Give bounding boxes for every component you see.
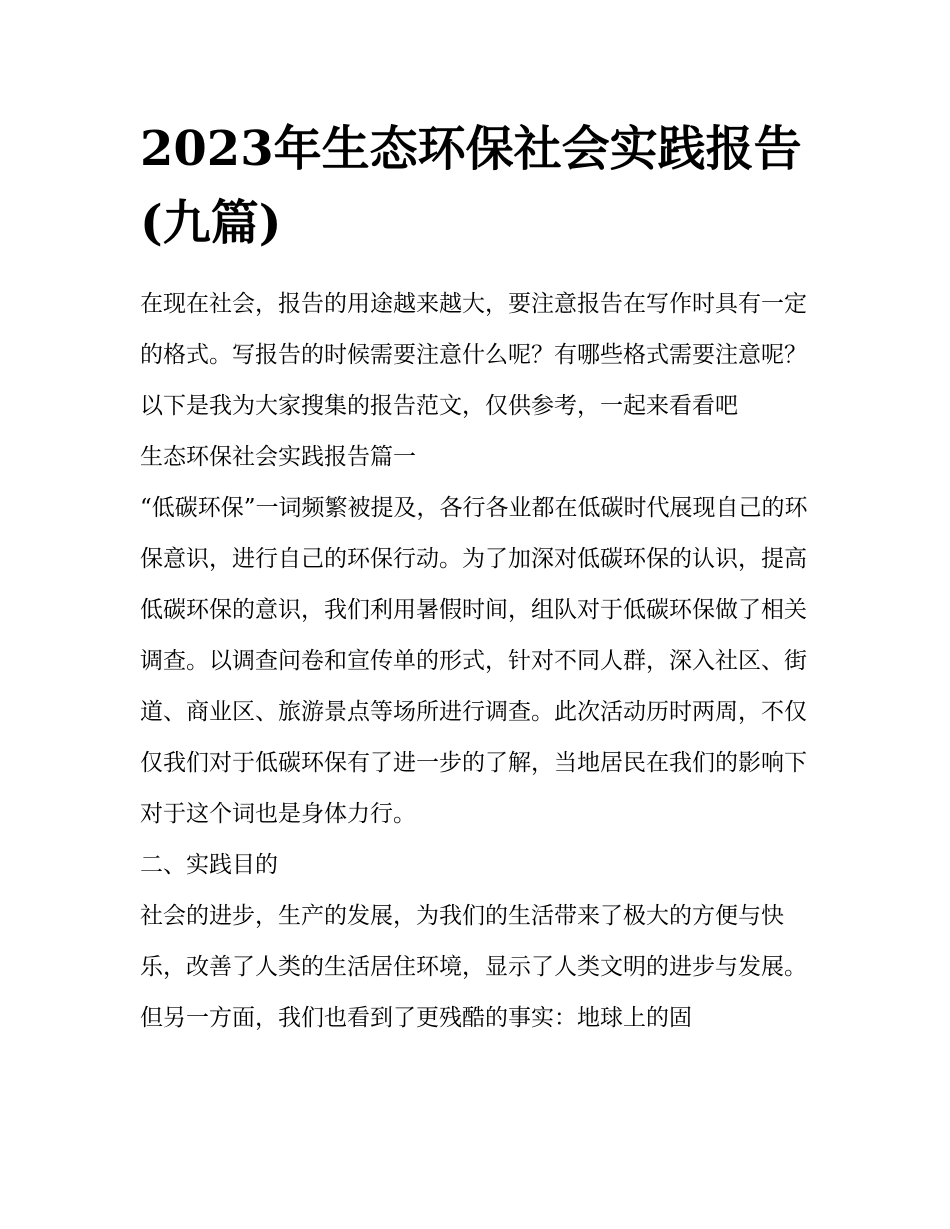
intro-paragraph: 在现在社会，报告的用途越来越大，要注意报告在写作时具有一定的格式。写报告的时候需要注意什么呢？有哪些格式需要注意呢？以下是我为大家搜集的报告范文，仅供参考，一起来看看吧 bbox=[140, 291, 807, 419]
article-one-paragraph: “低碳环保”一词频繁被提及，各行各业都在低碳时代展现自己的环保意识，进行自己的环保行动。为了加深对低碳环保的认识，提高低碳环保的意识，我们利用暑假时间，组队对于低碳环保做了相关调查。以调查问卷和宣传单的形式，针对不同人群，深入社区、街道、商业区、旅游景点等场所进行调查。此次活动历时两周，不仅仅我们对于低碳环保有了进一步的了解，当地居民在我们的影响下对于这个词也是身体力行。 bbox=[140, 495, 808, 827]
title-line-2: (九篇) bbox=[140, 195, 282, 251]
section-heading-article-one: 生态环保社会实践报告篇一 bbox=[140, 444, 416, 470]
title-line-1: 2023年生态环保社会实践报告 bbox=[140, 121, 802, 177]
document-title bbox=[140, 112, 820, 260]
practice-purpose-paragraph: 社会的进步，生产的发展，为我们的生活带来了极大的方便与快乐，改善了人类的生活居住环境，显示了人类文明的进步与发展。但另一方面，我们也看到了更残酷的事实：地球上的固 bbox=[140, 903, 807, 1031]
document-body bbox=[140, 279, 820, 1044]
section-heading-practice-purpose: 二、实践目的 bbox=[140, 852, 278, 878]
